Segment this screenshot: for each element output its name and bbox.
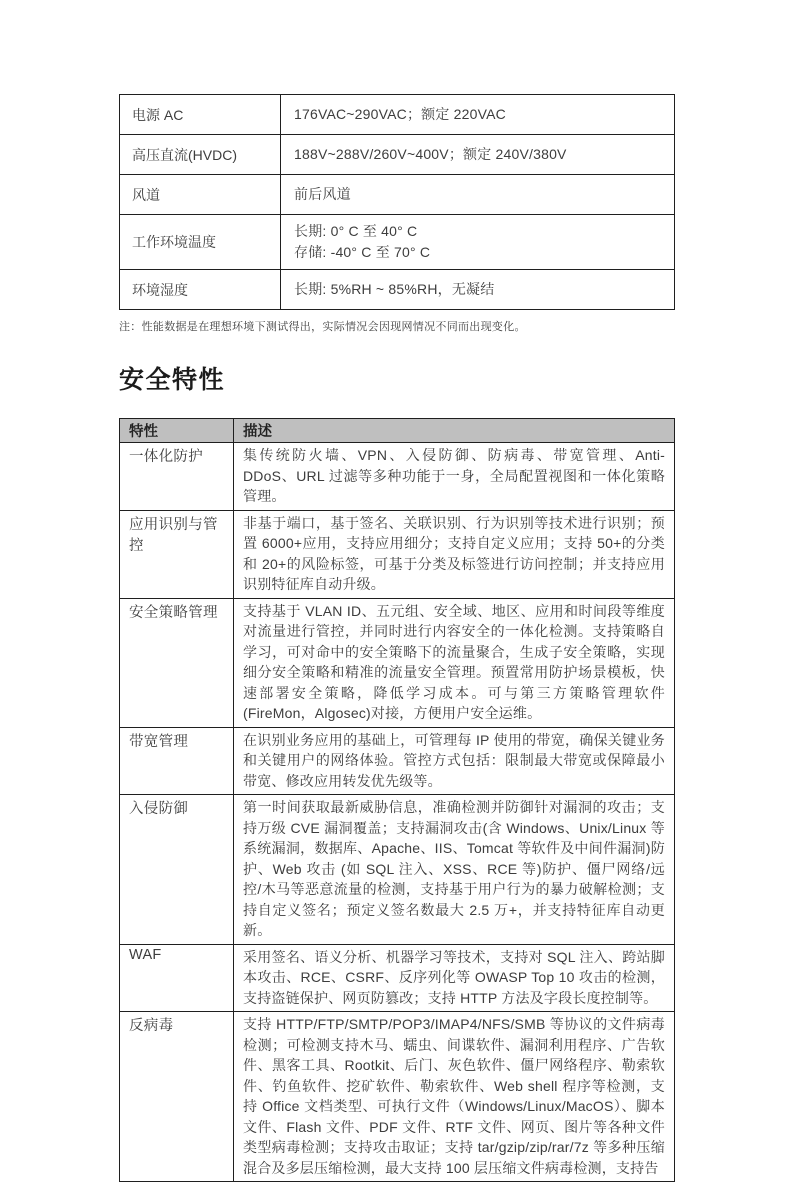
feature-name: 带宽管理 bbox=[120, 727, 234, 795]
spec-value: 长期: 5%RH ~ 85%RH，无凝结 bbox=[281, 270, 675, 310]
feature-description: 非基于端口，基于签名、关联识别、行为识别等技术进行识别；预置 6000+应用，支持应用细分；支持自定义应用；支持 50+的分类和 20+的风险标签，可基于分类及标签进行访问控制；并支持应用识别特征库自动升级。 bbox=[234, 510, 675, 598]
spec-value-line: 存储: -40° C 至 70° C bbox=[294, 244, 431, 260]
feature-name: 安全策略管理 bbox=[120, 598, 234, 727]
table-row bbox=[120, 598, 675, 727]
table-row bbox=[120, 270, 675, 310]
spec-value-line: 长期: 0° C 至 40° C bbox=[294, 223, 418, 239]
section-title: 安全特性 bbox=[119, 366, 226, 394]
feature-description: 第一时间获取最新威胁信息，准确检测并防御针对漏洞的攻击；支持万级 CVE 漏洞覆盖；支持漏洞攻击(含 Windows、Unix/Linux 等系统漏洞，数据库、Apache、IIS、Tomcat 等软件及中间件漏洞)防护、Web 攻击 (如 SQL 注入、XSS、RCE 等)防护、僵尸网络/远控/木马等恶意流量的检测，支持基于用户行为的暴力破解检测；支持自定义签名；预定义签名数最大 2.5 万+，并支持特征库自动更新。 bbox=[234, 795, 675, 945]
security-features-table bbox=[119, 418, 675, 1182]
table-row bbox=[120, 944, 675, 1012]
spec-label: 环境湿度 bbox=[120, 270, 281, 310]
table-row bbox=[120, 510, 675, 598]
table-row bbox=[120, 795, 675, 945]
table-row bbox=[120, 135, 675, 175]
table-row bbox=[120, 727, 675, 795]
table-row bbox=[120, 443, 675, 511]
feature-description: 支持 HTTP/FTP/SMTP/POP3/IMAP4/NFS/SMB 等协议的文件病毒检测；可检测支持木马、蠕虫、间谍软件、漏洞利用程序、广告软件、黑客工具、Rootkit、后门、灰色软件、僵尸网络程序、勒索软件、钓鱼软件、挖矿软件、勒索软件、Web shell 程序等检测，支持 Office 文档类型、可执行文件（Windows/Linux/MacOS）、脚本文件、Flash 文件、PDF 文件、RTF 文件、网页、图片等各种文件类型病毒检测；支持攻击取证；支持 tar/gzip/zip/rar/7z 等多种压缩混合及多层压缩检测，最大支持 100 层压缩文件病毒检测，支持告 bbox=[234, 1012, 675, 1182]
feature-name: WAF bbox=[120, 944, 234, 1012]
column-header-feature: 特性 bbox=[120, 419, 234, 443]
table-header-row bbox=[120, 419, 675, 443]
performance-note: 注：性能数据是在理想环境下测试得出，实际情况会因现网情况不同而出现变化。 bbox=[119, 321, 526, 333]
feature-name: 反病毒 bbox=[120, 1012, 234, 1182]
feature-description: 在识别业务应用的基础上，可管理每 IP 使用的带宽，确保关键业务和关键用户的网络体验。管控方式包括：限制最大带宽或保障最小带宽、修改应用转发优先级等。 bbox=[234, 727, 675, 795]
spec-label: 高压直流(HVDC) bbox=[120, 135, 281, 175]
feature-name: 应用识别与管控 bbox=[120, 510, 234, 598]
feature-description: 集传统防火墙、VPN、入侵防御、防病毒、带宽管理、Anti-DDoS、URL 过滤等多种功能于一身，全局配置视图和一体化策略管理。 bbox=[234, 443, 675, 511]
feature-name: 一体化防护 bbox=[120, 443, 234, 511]
spec-value: 前后风道 bbox=[281, 175, 675, 215]
spec-value bbox=[281, 215, 675, 270]
feature-description: 支持基于 VLAN ID、五元组、安全域、地区、应用和时间段等维度对流量进行管控，并同时进行内容安全的一体化检测。支持策略自学习，可对命中的安全策略下的流量聚合，生成子安全策略，实现细分安全策略和精准的流量安全管理。预置常用防护场景模板，快速部署安全策略，降低学习成本。可与第三方策略管理软件(FireMon，Algosec)对接，方便用户安全运维。 bbox=[234, 598, 675, 727]
environment-spec-table bbox=[119, 94, 675, 310]
column-header-description: 描述 bbox=[234, 419, 675, 443]
document-page bbox=[119, 94, 675, 1182]
feature-name: 入侵防御 bbox=[120, 795, 234, 945]
table-row bbox=[120, 95, 675, 135]
table-row bbox=[120, 215, 675, 270]
spec-label: 工作环境温度 bbox=[120, 215, 281, 270]
spec-label: 电源 AC bbox=[120, 95, 281, 135]
spec-value: 188V~288V/260V~400V；额定 240V/380V bbox=[281, 135, 675, 175]
table-row bbox=[120, 1012, 675, 1182]
feature-description: 采用签名、语义分析、机器学习等技术，支持对 SQL 注入、跨站脚本攻击、RCE、CSRF、反序列化等 OWASP Top 10 攻击的检测，支持盗链保护、网页防篡改；支持 HTTP 方法及字段长度控制等。 bbox=[234, 944, 675, 1012]
spec-label: 风道 bbox=[120, 175, 281, 215]
table-row bbox=[120, 175, 675, 215]
spec-value: 176VAC~290VAC；额定 220VAC bbox=[281, 95, 675, 135]
